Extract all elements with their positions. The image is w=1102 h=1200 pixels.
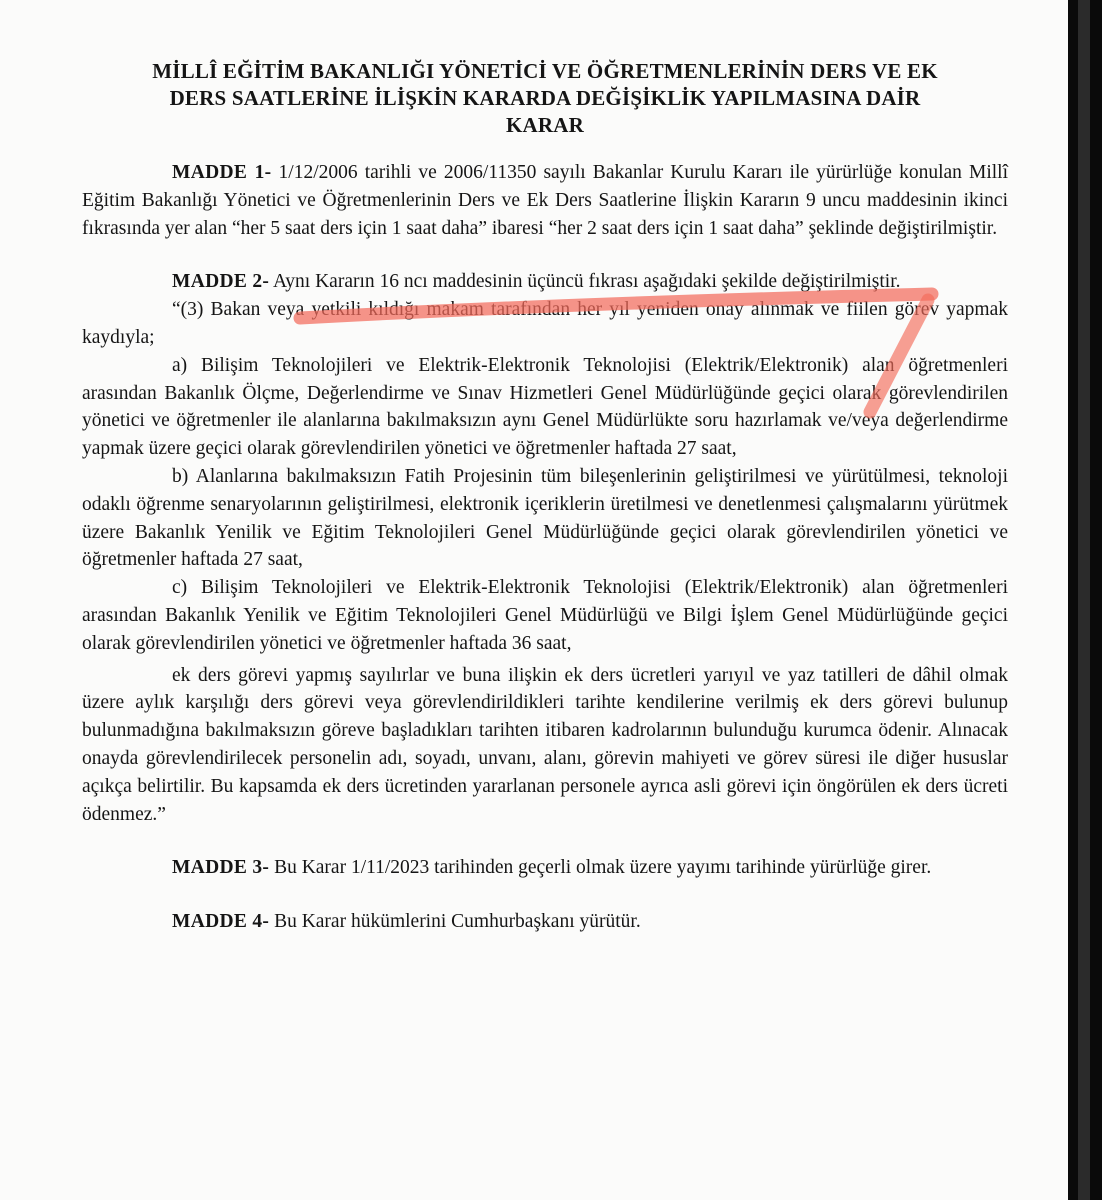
madde-2-intro: “(3) Bakan veya yetkili kıldığı makam tarafından her yıl yeniden onay alınmak ve fiilen görev yapmak kaydıyla; (82, 299, 1008, 348)
title-line-3: KARAR (506, 113, 584, 137)
paragraph-gap (82, 828, 1008, 854)
paragraph-gap (82, 882, 1008, 908)
madde-2-item-b: b) Alanlarına bakılmaksızın Fatih Projesinin tüm bileşenlerinin geliştirilmesi ve yürütülmesi, teknoloji odaklı öğrenme senaryolarının geliştirilmesi, elektronik içeriklerin üretilmesi ve denetlenmesi çalışmalarını yürütmek üzere Bakanlık Yenilik ve Eğitim Teknolojileri Genel Müdürlüğünde geçici olarak görevlendirilen yönetici ve öğretmenler haftada 27 saat, (82, 465, 1008, 571)
paragraph-gap (82, 242, 1008, 268)
madde-1-label: MADDE 1- (172, 162, 272, 183)
document-body (82, 58, 1008, 936)
madde-2-closing: ek ders görevi yapmış sayılırlar ve buna ilişkin ek ders ücretleri yarıyıl ve yaz tatilleri de dâhil olmak üzere aylık karşılığı ders görevi veya görevlendirildikleri tarihte kendilerine verilmiş ek ders görevi bulunup bulunmadığına bakılmaksızın göreve başladıkları tarihten itibaren kadrolarının bulunduğu kurumca ödenir. Alınacak onayda görevlendirilecek personelin adı, soyadı, unvanı, alanı, görevin mahiyeti ve görev süresi ile diğer hususlar açıkça belirtilir. Bu kapsamda ek ders ücretinden yararlanan personele ayrıca asli görevi için öngörülen ek ders ücreti ödenmez.” (82, 664, 1008, 825)
side-scrollbar[interactable] (1068, 0, 1102, 1200)
madde-3-text: Bu Karar 1/11/2023 tarihinden geçerli olmak üzere yayımı tarihinde yürürlüğe girer. (274, 857, 932, 879)
madde-1-text: 1/12/2006 tarihli ve 2006/11350 sayılı Bakanlar Kurulu Kararı ile yürürlüğe konulan Millî Eğitim Bakanlığı Yönetici ve Öğretmenlerinin Ders ve Ek Ders Saatlerine İlişkin Kararın 9 uncu maddesinin ikinci fıkrasında yer alan “her 5 saat ders için 1 saat daha” ibaresi “her 2 saat ders için 1 saat daha” şeklinde değiştirilmiştir. (82, 162, 1009, 239)
madde-4-label: MADDE 4- (172, 911, 270, 933)
document-title (82, 58, 1008, 139)
title-line-1: MİLLÎ EĞİTİM BAKANLIĞI YÖNETİCİ VE ÖĞRETMENLERİNİN DERS VE EK (152, 59, 938, 83)
madde-2-label: MADDE 2- (172, 271, 270, 293)
title-line-2: DERS SAATLERİNE İLİŞKİN KARARDA DEĞİŞİKLİK YAPILMASINA DAİR (169, 86, 921, 110)
madde-4-text: Bu Karar hükümlerini Cumhurbaşkanı yürütür. (274, 911, 641, 933)
madde-2-paragraph (82, 268, 1008, 296)
scrollbar-thumb[interactable] (1078, 0, 1090, 1200)
madde-3-label: MADDE 3- (172, 857, 270, 879)
madde-4-paragraph (82, 908, 1008, 936)
madde-1-paragraph (82, 159, 1008, 242)
madde-2-item-c: c) Bilişim Teknolojileri ve Elektrik-Elektronik Teknolojisi (Elektrik/Elektronik) alan öğretmenleri arasından Bakanlık Yenilik ve Eğitim Teknolojileri Genel Müdürlüğü ve Bilgi İşlem Genel Müdürlüğünde geçici olarak görevlendirilen yönetici ve öğretmenler haftada 36 saat, (82, 577, 1008, 654)
madde-3-paragraph (82, 854, 1008, 882)
madde-2-item-a: a) Bilişim Teknolojileri ve Elektrik-Elektronik Teknolojisi (Elektrik/Elektronik) alan öğretmenleri arasından Bakanlık Ölçme, Değerlendirme ve Sınav Hizmetleri Genel Müdürlüğünde geçici olarak görevlendirilen yönetici ve öğretmenler ile alanlarına bakılmaksızın aynı Genel Müdürlükte soru hazırlamak ve/veya değerlendirme yapmak üzere geçici olarak görevlendirilen yönetici ve öğretmenler haftada 27 saat, (82, 354, 1008, 460)
madde-2-text: Aynı Kararın 16 ncı maddesinin üçüncü fıkrası aşağıdaki şekilde değiştirilmiştir. (273, 271, 901, 293)
